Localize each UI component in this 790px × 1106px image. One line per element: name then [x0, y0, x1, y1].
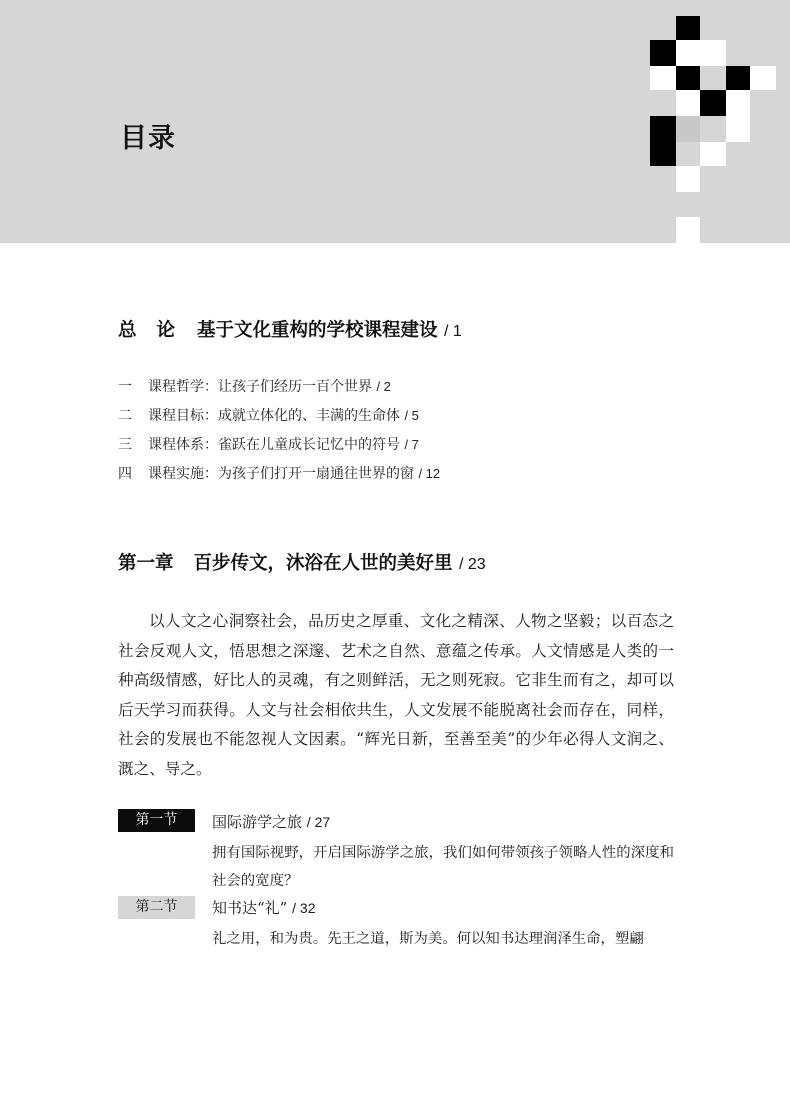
deco-block: [676, 166, 700, 192]
chapter-label: 第一章: [118, 553, 174, 574]
toc-item-number: 二: [118, 408, 132, 424]
toc-item-page: / 2: [376, 379, 391, 394]
section-page: / 32: [292, 900, 316, 916]
section-description: 拥有国际视野，开启国际游学之旅，我们如何带领孩子领略人性的深度和社会的宽度？: [212, 845, 674, 889]
toc-item-page: / 12: [418, 466, 441, 481]
deco-block: [676, 217, 700, 243]
header-banner: [0, 0, 790, 243]
toc-item-page: / 7: [404, 437, 419, 452]
deco-block: [726, 90, 750, 116]
chapter-page: / 23: [458, 556, 486, 573]
overview-page: / 1: [444, 323, 462, 340]
toc-item[interactable]: [118, 376, 440, 405]
deco-block: [700, 90, 726, 116]
section-title[interactable]: [212, 897, 315, 918]
toc-item-text: 课程实施：为孩子们打开一扇通往世界的窗: [148, 466, 414, 482]
toc-item[interactable]: [118, 463, 440, 492]
deco-block: [700, 40, 726, 66]
deco-block: [676, 66, 700, 90]
deco-block: [676, 40, 700, 66]
overview-label-2: 论: [156, 320, 176, 341]
deco-block: [726, 116, 750, 142]
section-label: 第二节: [118, 896, 195, 919]
chapter-intro: 以人文之心洞察社会，品历史之厚重、文化之精深、人物之坚毅；以百态之社会反观人文，悟思想之深邃、艺术之自然、意蕴之传承。人文情感是人类的一种高级情感，好比人的灵魂，有之则鲜活，无之则死寂。它非生而有之，却可以后天学习而获得。人文与社会相依共生，人文发展不能脱离社会而存在，同样，社会的发展也不能忽视人文因素。“辉光日新，至善至美”的少年必得人文润之、溉之、导之。: [118, 612, 674, 778]
toc-item-text: 课程体系：雀跃在儿童成长记忆中的符号: [148, 437, 400, 453]
section-title-text: 知书达“礼”: [212, 899, 288, 917]
deco-block: [750, 66, 776, 90]
deco-block: [650, 66, 676, 90]
section-page: / 27: [306, 814, 331, 830]
toc-item-number: 三: [118, 437, 132, 453]
section-title-text: 国际游学之旅: [212, 813, 303, 831]
deco-block: [676, 16, 700, 40]
toc-item-text: 课程目标：成就立体化的、丰满的生命体: [148, 408, 400, 424]
deco-block: [700, 142, 726, 166]
overview-title-text: 基于文化重构的学校课程建设: [197, 320, 438, 341]
toc-item[interactable]: [118, 405, 440, 434]
toc-item-page: / 5: [404, 408, 419, 423]
section-label: 第一节: [118, 809, 195, 832]
toc-item[interactable]: [118, 434, 440, 463]
deco-block: [676, 90, 700, 116]
chapter-title-text: 百步传文，沐浴在人世的美好里: [193, 553, 453, 574]
toc-item-number: 一: [118, 379, 132, 395]
chapter-heading: [118, 549, 486, 575]
deco-block: [726, 66, 750, 90]
toc-item-number: 四: [118, 466, 132, 482]
overview-label: 总: [118, 320, 137, 341]
section-description: 礼之用，和为贵。先王之道，斯为美。何以知书达理润泽生命，塑翩: [212, 931, 644, 947]
page-title: 目录: [120, 123, 176, 154]
deco-block: [676, 116, 700, 142]
section-title[interactable]: [212, 811, 330, 832]
deco-block: [650, 116, 676, 166]
overview-toc-list: [118, 376, 440, 492]
deco-block: [650, 40, 676, 66]
overview-heading: [118, 316, 462, 342]
toc-item-text: 课程哲学：让孩子们经历一百个世界: [148, 379, 372, 395]
